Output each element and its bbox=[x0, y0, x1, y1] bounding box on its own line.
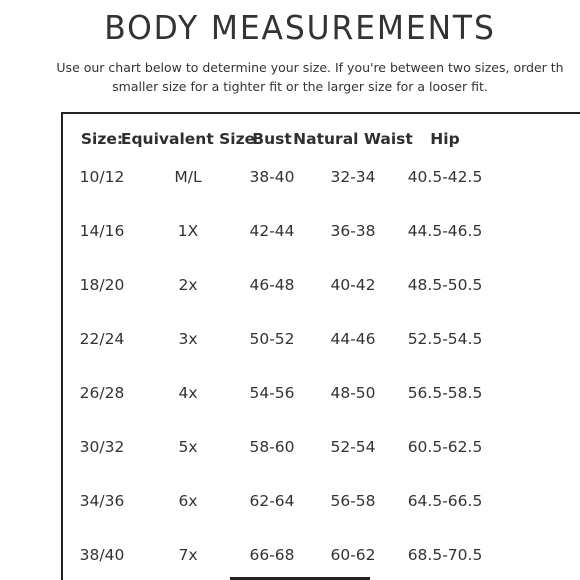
cell-hip: 68.5-70.5 bbox=[407, 546, 483, 564]
header-equivalent-size: Equivalent Size bbox=[120, 130, 256, 148]
cell-hip: 56.5-58.5 bbox=[407, 384, 483, 402]
cell-size: 34/36 bbox=[79, 492, 125, 510]
intro-line-1: Use our chart below to determine your size. If you're between two sizes, order th bbox=[56, 60, 564, 75]
cell-equivalent-size: 3x bbox=[178, 330, 198, 348]
cell-hip: 60.5-62.5 bbox=[407, 438, 483, 456]
cell-equivalent-size: 5x bbox=[178, 438, 198, 456]
cell-bust: 62-64 bbox=[249, 492, 295, 510]
cell-equivalent-size: M/L bbox=[174, 168, 202, 186]
cell-equivalent-size: 4x bbox=[178, 384, 198, 402]
cell-size: 10/12 bbox=[79, 168, 125, 186]
cell-hip: 44.5-46.5 bbox=[407, 222, 483, 240]
intro-text bbox=[0, 58, 580, 96]
cell-size: 14/16 bbox=[79, 222, 125, 240]
cell-natural-waist: 56-58 bbox=[330, 492, 376, 510]
header-size: Size: bbox=[80, 130, 124, 148]
cell-bust: 58-60 bbox=[249, 438, 295, 456]
cell-equivalent-size: 1X bbox=[177, 222, 199, 240]
header-bust: Bust bbox=[252, 130, 292, 148]
cell-hip: 48.5-50.5 bbox=[407, 276, 483, 294]
header-hip: Hip bbox=[430, 130, 460, 148]
cell-natural-waist: 44-46 bbox=[330, 330, 376, 348]
cell-bust: 42-44 bbox=[249, 222, 295, 240]
cell-hip: 52.5-54.5 bbox=[407, 330, 483, 348]
header-natural-waist: Natural Waist bbox=[293, 130, 413, 148]
cell-equivalent-size: 7x bbox=[178, 546, 198, 564]
page-title: BODY MEASUREMENTS bbox=[104, 8, 496, 47]
cell-bust: 46-48 bbox=[249, 276, 295, 294]
intro-line-2: smaller size for a tighter fit or the larger size for a looser fit. bbox=[112, 79, 488, 94]
cell-bust: 66-68 bbox=[249, 546, 295, 564]
cell-bust: 50-52 bbox=[249, 330, 295, 348]
cell-size: 18/20 bbox=[79, 276, 125, 294]
cell-natural-waist: 36-38 bbox=[330, 222, 376, 240]
cell-natural-waist: 40-42 bbox=[330, 276, 376, 294]
cell-hip: 40.5-42.5 bbox=[407, 168, 483, 186]
cell-size: 38/40 bbox=[79, 546, 125, 564]
cell-hip: 64.5-66.5 bbox=[407, 492, 483, 510]
cell-size: 22/24 bbox=[79, 330, 125, 348]
cell-bust: 54-56 bbox=[249, 384, 295, 402]
cell-equivalent-size: 6x bbox=[178, 492, 198, 510]
cell-equivalent-size: 2x bbox=[178, 276, 198, 294]
cell-size: 30/32 bbox=[79, 438, 125, 456]
cell-natural-waist: 48-50 bbox=[330, 384, 376, 402]
cell-bust: 38-40 bbox=[249, 168, 295, 186]
cell-natural-waist: 32-34 bbox=[330, 168, 376, 186]
cell-natural-waist: 52-54 bbox=[330, 438, 376, 456]
cell-size: 26/28 bbox=[79, 384, 125, 402]
cell-natural-waist: 60-62 bbox=[330, 546, 376, 564]
